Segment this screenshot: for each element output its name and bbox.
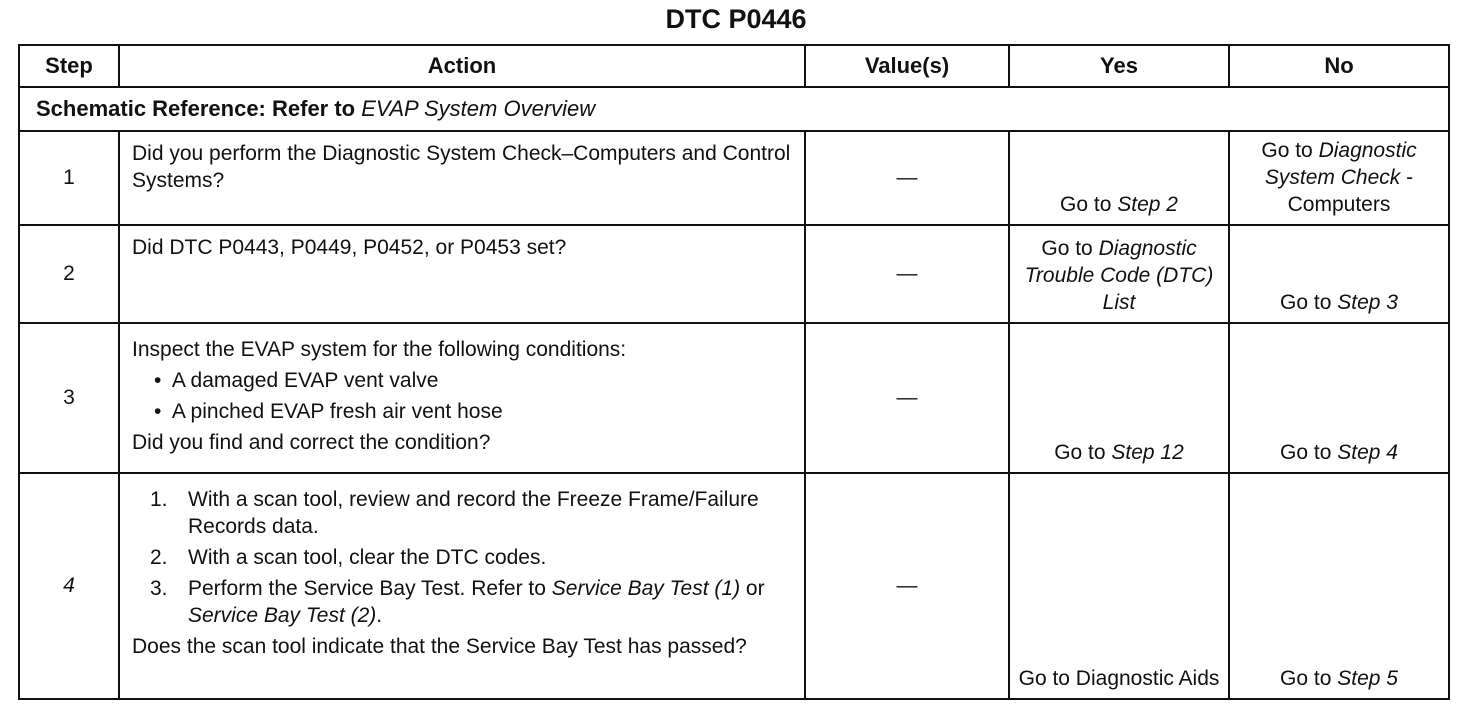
- header-yes: Yes: [1009, 45, 1229, 87]
- no-cell: [1229, 323, 1449, 473]
- no-link: Step 5: [1337, 667, 1398, 690]
- bullet-item: • A damaged EVAP vent valve: [154, 369, 439, 392]
- yes-prefix: Go to: [1054, 441, 1112, 464]
- table-row: [19, 323, 1449, 473]
- step-number: 2: [19, 225, 119, 323]
- item-link: Service Bay Test (1): [551, 577, 741, 600]
- action-question: Does the scan tool indicate that the Service Bay Test has passed?: [132, 635, 747, 658]
- action-cell: [119, 131, 805, 225]
- item-text: With a scan tool, clear the DTC codes.: [188, 546, 547, 569]
- value-cell: —: [805, 225, 1009, 323]
- numbered-item: 2. With a scan tool, clear the DTC codes.: [150, 546, 547, 569]
- yes-prefix: Go to: [1060, 193, 1118, 216]
- action-intro: Inspect the EVAP system for the following conditions:: [132, 338, 627, 361]
- diagnostic-table: [18, 44, 1450, 700]
- no-link: Step 3: [1337, 291, 1398, 314]
- header-row: [19, 45, 1449, 87]
- header-step: Step: [19, 45, 119, 87]
- yes-prefix: Go to: [1041, 237, 1099, 260]
- no-cell: [1229, 473, 1449, 699]
- no-cell: [1229, 225, 1449, 323]
- no-link: Step 4: [1337, 441, 1398, 464]
- numbered-item: 1. With a scan tool, review and record the Freeze Frame/Failure Records data.: [150, 488, 759, 538]
- action-cell: [119, 225, 805, 323]
- item-text: Perform the Service Bay Test. Refer to: [188, 577, 552, 600]
- header-no: No: [1229, 45, 1449, 87]
- yes-link: Step 12: [1111, 441, 1184, 464]
- value-cell: —: [805, 131, 1009, 225]
- yes-link: Step 2: [1117, 193, 1178, 216]
- no-link: Diagnostic System Check: [1264, 139, 1417, 189]
- no-prefix: Go to: [1280, 291, 1338, 314]
- page-title: DTC P0446: [665, 4, 807, 34]
- value-cell: —: [805, 323, 1009, 473]
- action-question: Did you perform the Diagnostic System Check–Computers and Control Systems?: [132, 142, 791, 192]
- action-cell: [119, 473, 805, 699]
- yes-cell: [1009, 323, 1229, 473]
- bullet-item: • A pinched EVAP fresh air vent hose: [154, 400, 503, 423]
- item-link: Service Bay Test (2): [188, 604, 377, 627]
- item-text: With a scan tool, review and record the Freeze Frame/Failure Records data.: [188, 488, 759, 538]
- step-number: 3: [19, 323, 119, 473]
- schematic-reference: [19, 87, 1449, 131]
- header-action: Action: [119, 45, 805, 87]
- value-cell: —: [805, 473, 1009, 699]
- no-suffix: - Computers: [1287, 166, 1414, 216]
- no-prefix: Go to: [1280, 667, 1338, 690]
- table-row: [19, 131, 1449, 225]
- item-end: .: [376, 604, 383, 627]
- bullet-text: A pinched EVAP fresh air vent hose: [171, 400, 503, 423]
- header-values: Value(s): [805, 45, 1009, 87]
- action-question: Did you find and correct the condition?: [132, 431, 491, 454]
- action-question: Did DTC P0443, P0449, P0452, or P0453 set?: [132, 236, 567, 259]
- yes-link: Diagnostic Trouble Code (DTC) List: [1024, 237, 1214, 314]
- bullet-text: A damaged EVAP vent valve: [171, 369, 439, 392]
- item-or: or: [740, 577, 765, 600]
- schematic-prefix: Schematic Reference: Refer to: [36, 96, 362, 121]
- no-prefix: Go to: [1280, 441, 1338, 464]
- step-number: 1: [19, 131, 119, 225]
- numbered-item: 3. Perform the Service Bay Test. Refer to Service Bay Test (1) or Service Bay Test (2).: [150, 577, 765, 627]
- no-cell: [1229, 131, 1449, 225]
- table-row: [19, 225, 1449, 323]
- action-cell: [119, 323, 805, 473]
- yes-cell: Go to Diagnostic Aids: [1009, 473, 1229, 699]
- table-row: [19, 473, 1449, 699]
- schematic-link: EVAP System Overview: [361, 96, 596, 121]
- schematic-row: [19, 87, 1449, 131]
- yes-cell: [1009, 131, 1229, 225]
- yes-cell: [1009, 225, 1229, 323]
- no-prefix: Go to: [1261, 139, 1319, 162]
- step-number: 4: [19, 473, 119, 699]
